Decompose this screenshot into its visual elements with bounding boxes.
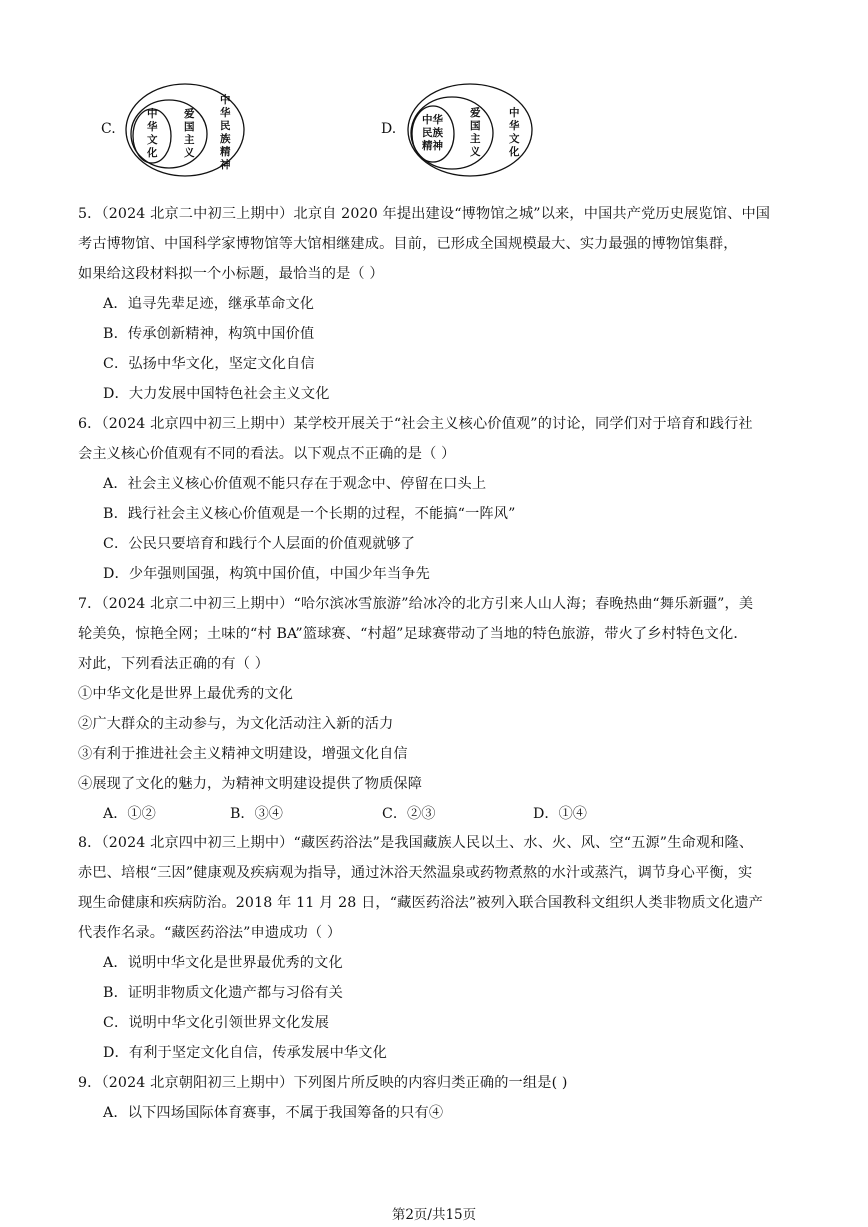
question-text-line: 会主义核心价值观有不同的看法。以下观点不正确的是（ ） [78,446,456,462]
nested-circle-diagram-c [123,80,247,184]
answer-option-c[interactable]: C．②③ [382,806,436,822]
svg-text:主: 主 [184,134,195,146]
svg-text:中: 中 [509,107,520,119]
nested-circle-diagram-d [405,80,535,184]
svg-text:义: 义 [470,146,481,158]
svg-text:主: 主 [470,133,481,145]
question-text-line: 8．（2024 北京四中初三上期中）“藏医药浴法”是我国藏族人民以土、水、火、风、空“五源”生命观和隆、 [78,835,754,851]
option-d-label: D. [381,121,397,137]
svg-text:华: 华 [147,121,158,133]
middle-text [469,106,481,158]
svg-text:化: 化 [147,147,158,159]
answer-option-b[interactable]: B．传承创新精神，构筑中国价值 [103,326,315,342]
svg-text:民: 民 [220,120,231,132]
question-text-line: 6．（2024 北京四中初三上期中）某学校开展关于“社会主义核心价值观”的讨论，同学们对于培育和践行社 [78,416,753,432]
answer-option-c[interactable]: C．弘扬中华文化，坚定文化自信 [103,356,315,372]
svg-text:民族: 民族 [422,127,443,139]
statement-1: ①中华文化是世界上最优秀的文化 [78,686,294,702]
svg-text:化: 化 [509,146,520,158]
question-text-line: 代表作名录。“藏医药浴法”申遗成功（ ） [78,925,342,941]
svg-text:精神: 精神 [422,140,443,152]
question-text-line: 赤巴、培根“三因”健康观及疾病观为指导，通过沐浴天然温泉或药物煮熬的水汁或蒸汽，调节身心平衡，实 [78,865,753,881]
diagram-d-svg [405,80,535,180]
svg-text:爱: 爱 [184,108,195,120]
outer-text [219,93,231,171]
svg-text:华: 华 [220,107,231,119]
question-text-line: 9．（2024 北京朝阳初三上期中）下列图片所反映的内容归类正确的一组是( ) [78,1075,568,1091]
question-text-line: 对此，下列看法正确的有（ ） [78,656,270,672]
svg-text:文: 文 [147,134,158,146]
diagram-c-svg [123,80,247,180]
question-text-line: 考古博物馆、中国科学家博物馆等大馆相继建成。目前，已形成全国规模最大、实力最强的博物馆集群， [78,236,738,252]
answer-option-a[interactable]: A．追寻先辈足迹，继承革命文化 [103,296,315,312]
inner-text [146,107,158,159]
question-text-line: 5．（2024 北京二中初三上期中）北京自 2020 年提出建设“博物馆之城”以来，中国共产党历史展览馆、中国 [78,206,771,222]
answer-options-row [0,804,868,824]
answer-option-a[interactable]: A．社会主义核心价值观不能只存在于观念中、停留在口头上 [103,476,487,492]
svg-text:中: 中 [147,108,158,120]
svg-text:精: 精 [220,146,231,158]
outer-text [508,106,520,158]
option-c-label: C. [101,121,116,137]
svg-text:文: 文 [509,133,520,145]
answer-option-a[interactable]: A．说明中华文化是世界最优秀的文化 [103,955,343,971]
svg-text:义: 义 [184,147,195,159]
answer-option-d[interactable]: D．有利于坚定文化自信，传承发展中华文化 [103,1045,387,1061]
svg-text:爱: 爱 [470,107,481,119]
answer-option-b[interactable]: B．证明非物质文化遗产都与习俗有关 [103,985,343,1001]
answer-option-d[interactable]: D．大力发展中国特色社会主义文化 [103,386,330,402]
middle-circle [131,100,207,168]
question-text-line: 如果给这段材料拟一个小标题，最恰当的是（ ） [78,266,384,282]
statement-4: ④展现了文化的魅力，为精神文明建设提供了物质保障 [78,776,423,792]
question-text-line: 轮美奂，惊艳全网；土味的“村 BA”篮球赛、“村超”足球赛带动了当地的特色旅游，带火了乡村特色文化． [78,626,748,642]
svg-text:国: 国 [184,121,195,133]
svg-text:族: 族 [220,133,231,145]
answer-option-d[interactable]: D．①④ [533,806,587,822]
svg-text:华: 华 [509,120,520,132]
statement-3: ③有利于推进社会主义精神文明建设，增强文化自信 [78,746,408,762]
svg-text:中华: 中华 [422,114,443,126]
page-number-footer: 第2页/共15页 [391,1207,477,1223]
answer-option-d[interactable]: D．少年强则国强，构筑中国价值，中国少年当争先 [103,566,430,582]
answer-option-b[interactable]: B．③④ [230,806,283,822]
svg-text:国: 国 [470,120,481,132]
question-text-line: 现生命健康和疾病防治。2018 年 11 月 28 日，“藏医药浴法”被列入联合国教科文组织人类非物质文化遗产 [78,895,764,911]
inner-text [421,113,443,152]
answer-option-c[interactable]: C．公民只要培育和践行个人层面的价值观就够了 [103,536,416,552]
answer-option-a[interactable]: A．①② [103,806,156,822]
answer-option-b[interactable]: B．践行社会主义核心价值观是一个长期的过程，不能搞“一阵风” [103,506,516,522]
statement-2: ②广大群众的主动参与，为文化活动注入新的活力 [78,716,394,732]
svg-text:中: 中 [220,94,231,106]
answer-option-a[interactable]: A．以下四场国际体育赛事，不属于我国筹备的只有④ [103,1105,444,1121]
middle-text [183,107,195,159]
answer-option-c[interactable]: C．说明中华文化引领世界文化发展 [103,1015,330,1031]
svg-text:神: 神 [220,159,231,171]
question-text-line: 7．（2024 北京二中初三上期中）“哈尔滨冰雪旅游”给冰冷的北方引来人山人海；春晚热曲“舞乐新疆”，美 [78,596,754,612]
